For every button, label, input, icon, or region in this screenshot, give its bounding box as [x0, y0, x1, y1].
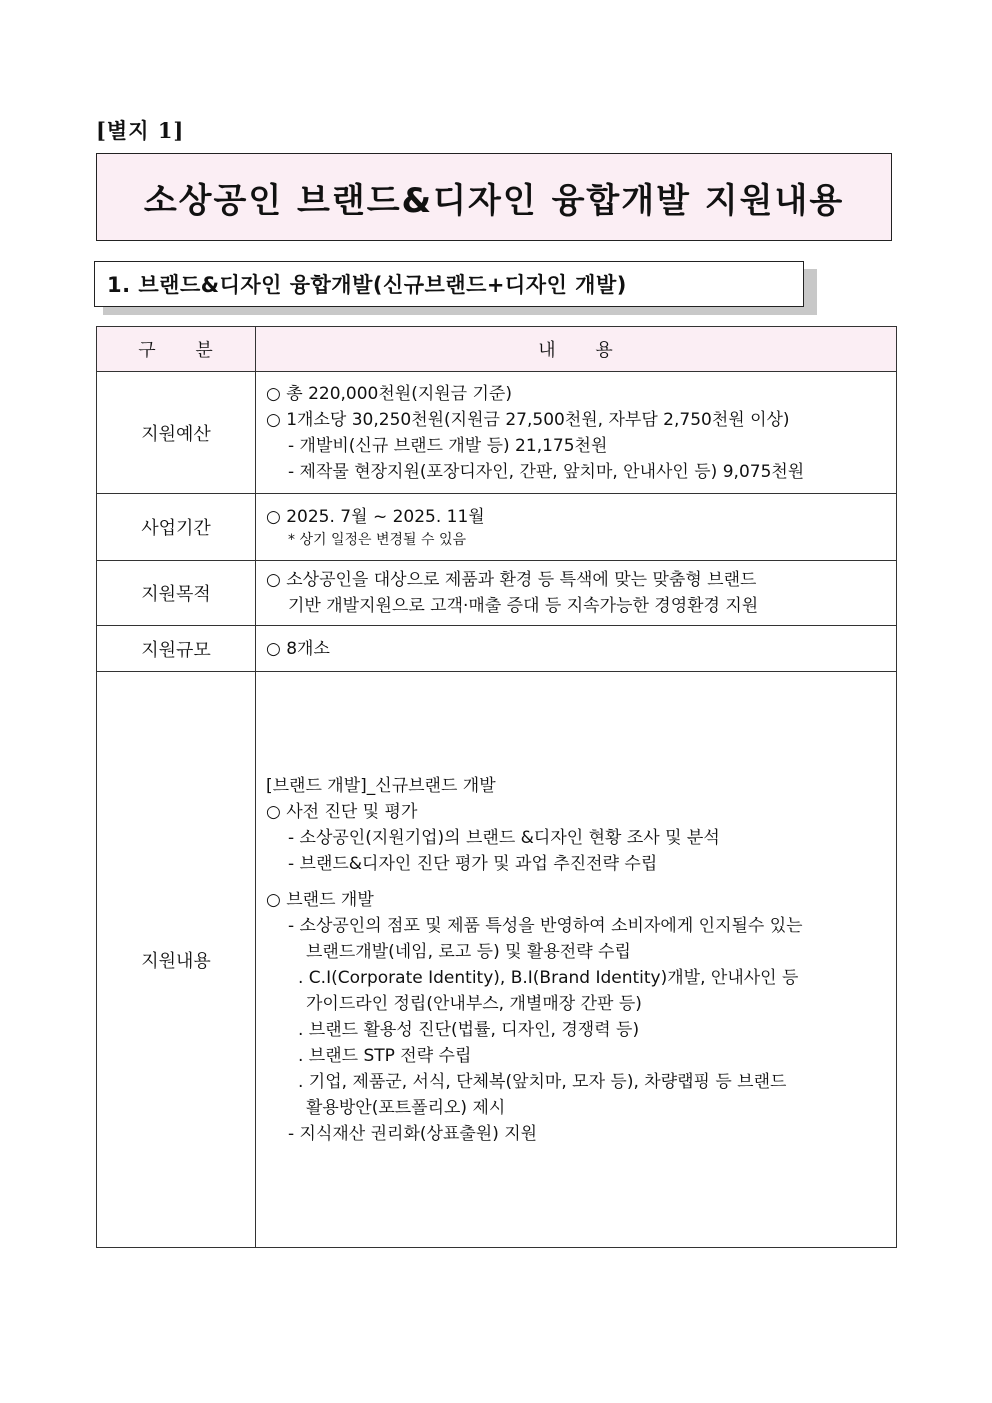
header-category: 구 분 [97, 327, 256, 372]
scale-line: ○ 8개소 [266, 638, 330, 659]
development-sub-4: . 기업, 제품군, 서식, 단체복(앞치마, 모자 등), 차량랩핑 등 브랜드 [298, 1071, 787, 1092]
budget-label: 지원예산 [97, 372, 256, 494]
spacer [266, 877, 888, 887]
scale-label: 지원규모 [97, 626, 256, 672]
budget-line-production: - 제작물 현장지원(포장디자인, 간판, 앞치마, 안내사인 등) 9,075천원 [288, 461, 805, 482]
table-row-details [97, 672, 897, 1248]
scale-content [256, 626, 897, 672]
budget-line-dev-cost: - 개발비(신규 브랜드 개발 등) 21,175천원 [288, 435, 608, 456]
purpose-line-1: ○ 소상공인을 대상으로 제품과 환경 등 특색에 맞는 맞춤형 브랜드 [266, 570, 757, 590]
development-sub-4-cont: 활용방안(포트폴리오) 제시 [306, 1097, 506, 1118]
diagnosis-title: ○ 사전 진단 및 평가 [266, 801, 418, 822]
period-label: 사업기간 [97, 494, 256, 561]
period-content [256, 494, 897, 561]
development-sub-1-cont: 가이드라인 정립(안내부스, 개별매장 간판 등) [306, 993, 642, 1014]
table-row-period [97, 494, 897, 561]
details-heading: [브랜드 개발]_신규브랜드 개발 [266, 775, 496, 796]
budget-line-per-site: ○ 1개소당 30,250천원(지원금 27,500천원, 자부담 2,750천원 이상) [266, 409, 790, 430]
development-sub-1: . C.I(Corporate Identity), B.I(Brand Identity)개발, 안내사인 등 [298, 967, 799, 988]
purpose-content [256, 561, 897, 626]
header-content: 내 용 [256, 327, 897, 372]
development-sub-2: . 브랜드 활용성 진단(법률, 디자인, 경쟁력 등) [298, 1019, 640, 1040]
purpose-label: 지원목적 [97, 561, 256, 626]
section-heading [94, 261, 804, 307]
development-item-1-cont: 브랜드개발(네임, 로고 등) 및 활용전략 수립 [306, 941, 631, 962]
period-line: ○ 2025. 7월 ~ 2025. 11월 [266, 507, 485, 527]
purpose-line-2: 기반 개발지원으로 고객·매출 증대 등 지속가능한 경영환경 지원 [288, 596, 759, 616]
budget-line-total: ○ 총 220,000천원(지원금 기준) [266, 383, 512, 404]
budget-content [256, 372, 897, 494]
annex-label: [별지 1] [96, 118, 185, 143]
table-header-row [97, 327, 897, 372]
table-row-purpose [97, 561, 897, 626]
section-title: 1. 브랜드&디자인 융합개발(신규브랜드+디자인 개발) [107, 273, 627, 297]
details-content [256, 672, 897, 1248]
development-title: ○ 브랜드 개발 [266, 889, 374, 910]
ip-rights-item: - 지식재산 권리화(상표출원) 지원 [288, 1123, 538, 1144]
development-item-1: - 소상공인의 점포 및 제품 특성을 반영하여 소비자에게 인지될수 있는 [288, 915, 803, 936]
support-content-table [96, 326, 897, 1248]
development-sub-3: . 브랜드 STP 전략 수립 [298, 1045, 472, 1066]
section-heading-box [94, 261, 804, 307]
table-row-scale [97, 626, 897, 672]
period-note: * 상기 일정은 변경될 수 있음 [288, 532, 467, 548]
diagnosis-item-1: - 소상공인(지원기업)의 브랜드 &디자인 현황 조사 및 분석 [288, 827, 720, 848]
details-label: 지원내용 [97, 672, 256, 1248]
table-row-budget [97, 372, 897, 494]
document-title-box [96, 153, 892, 241]
document-title: 소상공인 브랜드&디자인 융합개발 지원내용 [143, 180, 845, 221]
diagnosis-item-2: - 브랜드&디자인 진단 평가 및 과업 추진전략 수립 [288, 853, 658, 874]
